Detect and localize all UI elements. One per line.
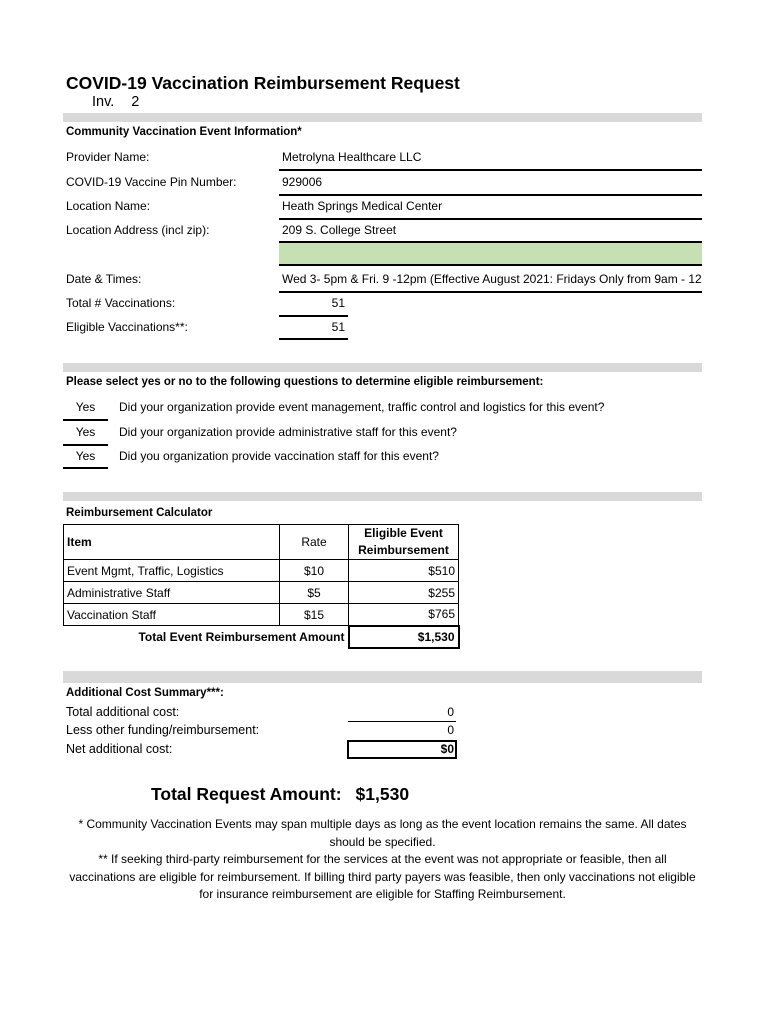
- total-reimbursement-label: Total Event Reimbursement Amount: [64, 626, 349, 648]
- question-admin-staff: Did your organization provide administrative staff for this event?: [119, 425, 457, 439]
- net-additional-cost-value: $0: [440, 742, 454, 756]
- row-item: Administrative Staff: [64, 582, 280, 604]
- field-underline: [279, 291, 702, 293]
- field-underline: [279, 218, 702, 220]
- column-header-rate: Rate: [280, 525, 349, 560]
- field-underline: [279, 315, 348, 317]
- total-reimbursement-value: $1,530: [349, 626, 459, 648]
- location-name-field[interactable]: Heath Springs Medical Center: [282, 199, 443, 213]
- location-address-label: Location Address (incl zip):: [66, 223, 210, 237]
- question-vaccination-staff: Did you organization provide vaccination staff for this event?: [119, 449, 439, 463]
- questions-heading: Please select yes or no to the following questions to determine eligible reimbursement:: [66, 376, 544, 388]
- table-header-row: [64, 525, 459, 560]
- total-request: [151, 784, 409, 805]
- row-amount: $765: [349, 604, 459, 626]
- answer-underline: [63, 444, 108, 446]
- row-amount: $510: [349, 560, 459, 582]
- total-vaccinations-label: Total # Vaccinations:: [66, 296, 176, 310]
- less-funding-label: Less other funding/reimbursement:: [66, 723, 260, 737]
- row-amount: $255: [349, 582, 459, 604]
- table-total-row: [64, 626, 459, 648]
- section-divider: [63, 492, 702, 501]
- invoice-value: 2: [131, 94, 140, 110]
- answer-underline: [63, 467, 108, 469]
- date-times-field[interactable]: Wed 3- 5pm & Fri. 9 -12pm (Effective August 2021: Fridays Only from 9am - 12: [282, 272, 702, 286]
- total-request-label: Total Request Amount:: [151, 784, 342, 804]
- calculator-heading: Reimbursement Calculator: [66, 507, 213, 519]
- answer-underline: [63, 419, 108, 421]
- field-underline: [348, 721, 456, 722]
- date-times-label: Date & Times:: [66, 272, 142, 286]
- provider-name-label: Provider Name:: [66, 150, 150, 164]
- answer-select-event-mgmt[interactable]: Yes: [75, 400, 96, 414]
- row-rate: $15: [280, 604, 349, 626]
- net-additional-cost-label: Net additional cost:: [66, 742, 173, 756]
- answer-select-vaccination-staff[interactable]: Yes: [75, 449, 96, 463]
- table-row: [64, 604, 459, 626]
- location-address-field[interactable]: 209 S. College Street: [282, 223, 397, 237]
- additional-cost-heading: Additional Cost Summary***:: [66, 687, 224, 699]
- field-underline: [279, 194, 702, 196]
- row-rate: $10: [280, 560, 349, 582]
- provider-name-field[interactable]: Metrolyna Healthcare LLC: [282, 150, 422, 164]
- row-item: Event Mgmt, Traffic, Logistics: [64, 560, 280, 582]
- section-divider: [63, 113, 702, 122]
- eligible-vaccinations-label: Eligible Vaccinations**:: [66, 320, 188, 334]
- column-header-item: Item: [64, 525, 280, 560]
- section-divider: [63, 363, 702, 372]
- field-underline: [279, 169, 702, 171]
- vaccine-pin-field[interactable]: 929006: [282, 175, 323, 189]
- total-request-value: $1,530: [355, 784, 410, 804]
- row-rate: $5: [280, 582, 349, 604]
- table-row: [64, 582, 459, 604]
- column-header-eligible: Eligible Event Reimbursement: [349, 525, 459, 560]
- answer-select-admin-staff[interactable]: Yes: [75, 425, 96, 439]
- eligible-vaccinations-field[interactable]: 51: [331, 320, 345, 334]
- invoice-label: Inv.: [92, 94, 115, 110]
- less-funding-field[interactable]: 0: [447, 723, 454, 737]
- total-vaccinations-field[interactable]: 51: [331, 296, 345, 310]
- location-name-label: Location Name:: [66, 199, 151, 213]
- address-line-2-field[interactable]: [279, 243, 702, 266]
- question-event-mgmt: Did your organization provide event management, traffic control and logistics for this event?: [119, 400, 605, 414]
- footnote-2: ** If seeking third-party reimbursement for the services at the event was not appropriate or feasible, then all vaccinations are eligible for reimbursement. If billing third party payers was feasible, then only vaccinations not eligible for insurance reimbursement are eligible for Staffing Reimbursement.: [69, 852, 696, 901]
- row-item: Vaccination Staff: [64, 604, 280, 626]
- invoice-number: [92, 94, 139, 110]
- field-underline: [279, 338, 348, 340]
- total-additional-cost-label: Total additional cost:: [66, 705, 180, 719]
- event-info-heading: Community Vaccination Event Information*: [66, 126, 302, 138]
- footnote-1: * Community Vaccination Events may span multiple days as long as the event location remains the same. All dates should be specified.: [78, 817, 687, 849]
- page-title: COVID-19 Vaccination Reimbursement Request: [66, 73, 460, 93]
- total-additional-cost-field[interactable]: 0: [447, 705, 454, 719]
- reimbursement-table: [63, 524, 460, 649]
- section-divider: [63, 671, 702, 683]
- vaccine-pin-label: COVID-19 Vaccine Pin Number:: [66, 175, 237, 189]
- table-row: [64, 560, 459, 582]
